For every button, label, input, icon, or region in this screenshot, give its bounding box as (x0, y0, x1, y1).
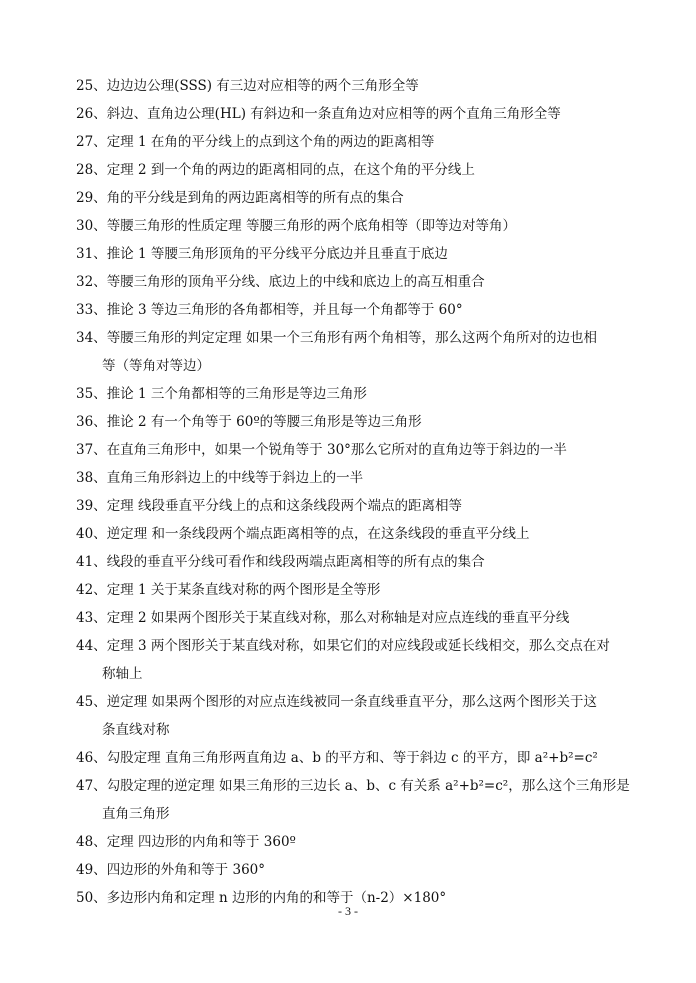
item-number: 41、 (76, 554, 107, 570)
item-number: 32、 (76, 274, 107, 290)
item-text: 边边边公理(SSS) 有三边对应相等的两个三角形全等 (106, 78, 419, 94)
item-continuation: 直角三角形 (102, 806, 170, 822)
item-text: 推论 1 等腰三角形顶角的平分线平分底边并且垂直于底边 (106, 246, 448, 262)
list-item (76, 184, 636, 212)
item-text: 在直角三角形中，如果一个锐角等于 30°那么它所对的直角边等于斜边的一半 (106, 442, 567, 458)
item-text: 定理 1 关于某条直线对称的两个图形是全等形 (106, 582, 381, 598)
item-text: 推论 1 三个角都相等的三角形是等边三角形 (106, 386, 367, 402)
theorem-list (76, 72, 636, 912)
item-number: 37、 (76, 442, 107, 458)
list-item (76, 408, 636, 436)
list-item (76, 520, 636, 548)
list-item (76, 548, 636, 576)
item-text: 定理 3 两个图形关于某直线对称，如果它们的对应线段或延长线相交，那么交点在对 (106, 638, 610, 654)
item-text: 角的平分线是到角的两边距离相等的所有点的集合 (106, 190, 404, 206)
item-continuation: 等（等角对等边） (102, 358, 210, 374)
item-number: 31、 (76, 246, 107, 262)
list-item (76, 576, 636, 604)
list-item (76, 212, 636, 240)
item-text: 斜边、直角边公理(HL) 有斜边和一条直角边对应相等的两个直角三角形全等 (106, 106, 561, 122)
item-text: 定理 1 在角的平分线上的点到这个角的两边的距离相等 (106, 134, 435, 150)
list-item (76, 604, 636, 632)
item-text: 四边形的外角和等于 360° (106, 862, 265, 878)
item-number: 39、 (76, 498, 107, 514)
item-text: 线段的垂直平分线可看作和线段两端点距离相等的所有点的集合 (106, 554, 485, 570)
item-number: 33、 (76, 302, 107, 318)
item-number: 28、 (76, 162, 107, 178)
list-item (76, 380, 636, 408)
item-number: 50、 (76, 890, 107, 906)
item-continuation: 条直线对称 (102, 722, 170, 738)
item-text: 逆定理 和一条线段两个端点距离相等的点，在这条线段的垂直平分线上 (106, 526, 530, 542)
item-text: 直角三角形斜边上的中线等于斜边上的一半 (106, 470, 364, 486)
item-text: 定理 2 如果两个图形关于某直线对称，那么对称轴是对应点连线的垂直平分线 (106, 610, 570, 626)
list-item (76, 156, 636, 184)
list-item (76, 436, 636, 464)
item-number: 29、 (76, 190, 107, 206)
list-item (76, 100, 636, 128)
item-text: 推论 3 等边三角形的各角都相等，并且每一个角都等于 60° (106, 302, 463, 318)
item-number: 49、 (76, 862, 107, 878)
item-text: 等腰三角形的性质定理 等腰三角形的两个底角相等（即等边对等角） (106, 218, 516, 234)
list-item (76, 688, 636, 716)
item-text: 多边形内角和定理 n 边形的内角的和等于（n-2）×180° (106, 890, 447, 906)
list-item (76, 632, 636, 660)
item-number: 47、 (76, 778, 107, 794)
list-item (76, 268, 636, 296)
item-text: 勾股定理 直角三角形两直角边 a、b 的平方和、等于斜边 c 的平方，即 a²+b²=c² (106, 750, 598, 766)
item-number: 46、 (76, 750, 107, 766)
item-number: 43、 (76, 610, 107, 626)
list-item (76, 240, 636, 268)
list-item (76, 72, 636, 100)
list-item (76, 464, 636, 492)
item-text: 勾股定理的逆定理 如果三角形的三边长 a、b、c 有关系 a²+b²=c²，那么这个三角形是 (106, 778, 630, 794)
item-number: 36、 (76, 414, 107, 430)
item-number: 26、 (76, 106, 107, 122)
item-text: 定理 四边形的内角和等于 360º (106, 834, 296, 850)
item-number: 40、 (76, 526, 107, 542)
list-item (76, 296, 636, 324)
item-number: 45、 (76, 694, 107, 710)
item-number: 27、 (76, 134, 107, 150)
list-item (76, 828, 636, 856)
item-text: 逆定理 如果两个图形的对应点连线被同一条直线垂直平分，那么这两个图形关于这 (106, 694, 597, 710)
item-number: 25、 (76, 78, 107, 94)
item-number: 44、 (76, 638, 107, 654)
list-item (76, 492, 636, 520)
item-text: 等腰三角形的判定定理 如果一个三角形有两个角相等，那么这两个角所对的边也相 (106, 330, 597, 346)
list-item (76, 744, 636, 772)
list-item (76, 128, 636, 156)
item-number: 38、 (76, 470, 107, 486)
item-text: 定理 线段垂直平分线上的点和这条线段两个端点的距离相等 (106, 498, 462, 514)
item-number: 34、 (76, 330, 107, 346)
item-text: 等腰三角形的顶角平分线、底边上的中线和底边上的高互相重合 (106, 274, 485, 290)
item-number: 48、 (76, 834, 107, 850)
page-number: - 3 - (338, 904, 358, 918)
list-item (76, 324, 636, 352)
list-item (76, 856, 636, 884)
item-continuation: 称轴上 (102, 666, 143, 682)
item-text: 定理 2 到一个角的两边的距离相同的点，在这个角的平分线上 (106, 162, 475, 178)
item-number: 30、 (76, 218, 107, 234)
list-item (76, 772, 636, 800)
item-number: 35、 (76, 386, 107, 402)
item-text: 推论 2 有一个角等于 60º的等腰三角形是等边三角形 (106, 414, 422, 430)
item-number: 42、 (76, 582, 107, 598)
